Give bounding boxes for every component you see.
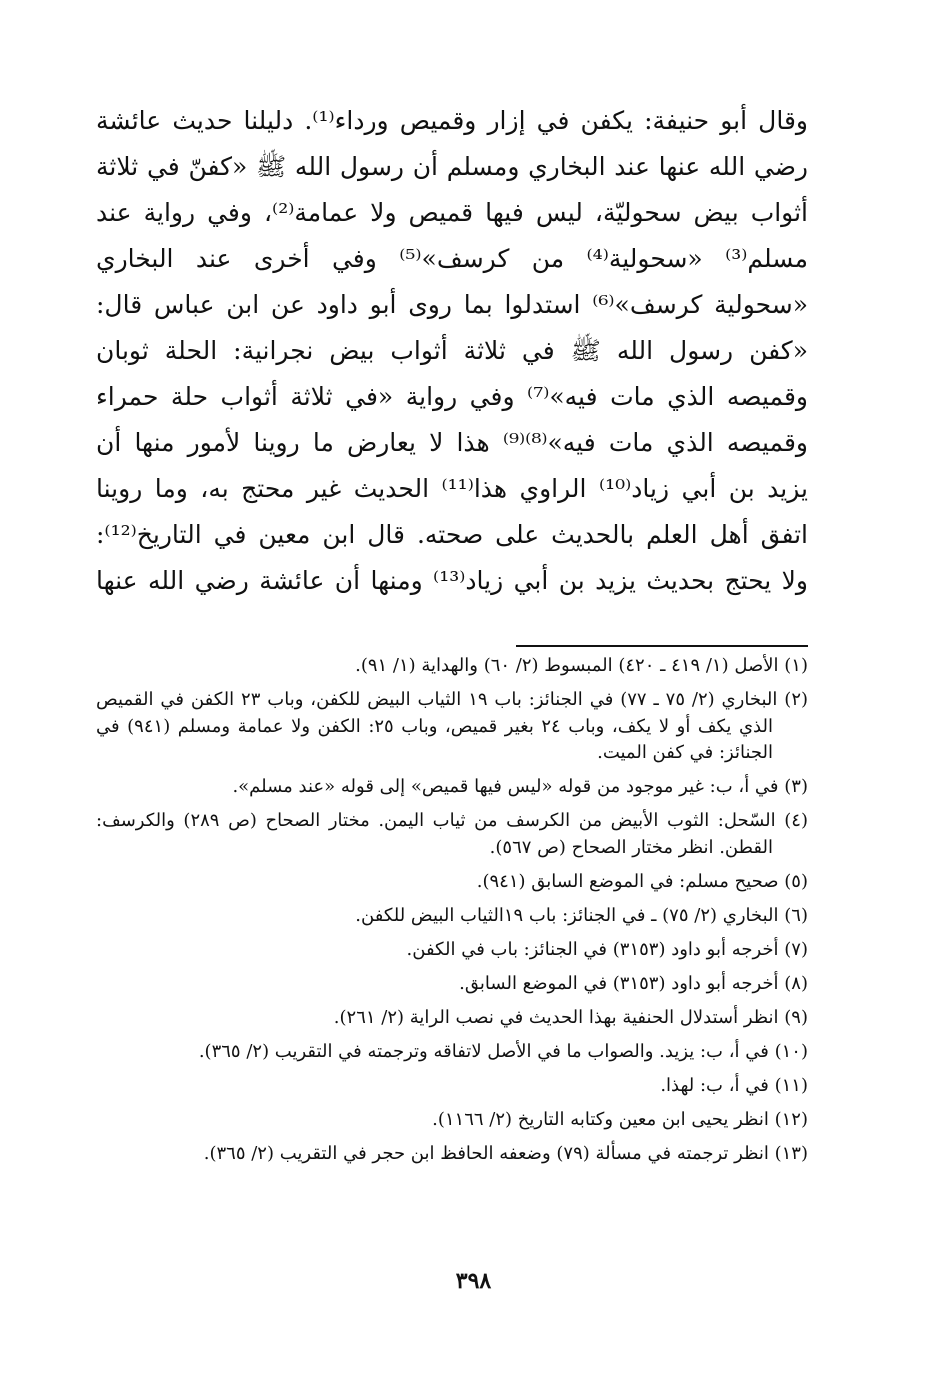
text-line: «سحولية كرسف»⁽⁶⁾ استدلوا بما روى أبو داود عن ابن عباس قال: [96,290,808,319]
footnote-number: (٤) [784,810,808,831]
text-line: وقال أبو حنيفة: يكفن في إزار وقميص ورداء⁽¹⁾. دليلنا حديث عائشة [96,106,808,135]
main-text [96,98,808,604]
footnote-text: البخاري (٢/ ٧٥) ـ في الجنائز: باب ١٩الثياب البيض للكفن. [355,904,779,926]
footnote [96,1141,808,1168]
footnote [96,1107,808,1134]
footnote-text: في أ، ب: يزيد. والصواب ما في الأصل لاتفاقه وترجمته في التقريب (٢/ ٣٦٥). [198,1040,769,1062]
text-line: وقميصه الذي مات فيه»⁽⁷⁾ وفي رواية «في ثلاثة أثواب حلة حمراء [96,382,808,411]
text-line: رضي الله عنها عند البخاري ومسلم أن رسول الله ﷺ «كفنّ في ثلاثة [96,152,808,181]
footnote-number: (٩) [784,1006,808,1028]
footnote [96,1039,808,1066]
footnote-text: البخاري (٢/ ٧٥ ـ ٧٧) في الجنائز: باب ١٩ الثياب البيض للكفن، وباب ٢٣ الكفن في القميص الذي يكف أو لا يكف، وباب ٢٤ بغير قميص، وباب ٢٥: الكفن ولا عمامة ومسلم (٩٤١) في الجنائز: في كفن الميت. [96,689,778,763]
text-line: أثواب بيض سحوليّة، ليس فيها قميص ولا عمامة⁽²⁾، وفي رواية عند [96,198,808,227]
footnote-text: انظر يحيى ابن معين وكتابه التاريخ (٢/ ١١٦٦). [432,1108,769,1130]
text-line: ولا يحتج بحديث يزيد بن أبي زياد⁽¹³⁾ ومنها أن عائشة رضي الله عنها [96,566,808,595]
footnote-text: أخرجه أبو داود (٣١٥٣) في الجنائز: باب في الكفن. [406,938,779,960]
footnote-text: انظر أستدلال الحنفية بهذا الحديث في نصب الراية (٢/ ٢٦١). [333,1006,779,1028]
footnote [96,1073,808,1100]
footnote-text: الأصل (١/ ٤١٩ ـ ٤٢٠) المبسوط (٢/ ٦٠) والهداية (١/ ٩١). [355,655,779,676]
footnote-number: (١٠) [774,1040,808,1062]
footnote-number: (٣) [784,776,808,797]
footnote-number: (١٢) [774,1108,808,1130]
footnote-number: (٧) [784,938,808,960]
footnote-text: أخرجه أبو داود (٣١٥٣) في الموضع السابق. [459,972,779,994]
footnote-number: (١١) [774,1074,808,1096]
footnote [96,808,808,861]
footnote-number: (١٣) [774,1142,808,1164]
footnote-number: (٦) [784,904,808,926]
footnote-text: انظر ترجمته في مسألة (٧٩) وضعفه الحافظ ابن حجر في التقريب (٢/ ٣٦٥). [203,1142,769,1164]
footnote-number: (٨) [784,972,808,994]
text-line: «كفن رسول الله ﷺ في ثلاثة أثواب بيض نجرانية: الحلة ثوبان [96,336,808,365]
footnote-number: (٥) [784,870,808,892]
text-line: مسلم⁽³⁾ «سحولية⁽⁴⁾ من كرسف»⁽⁵⁾ وفي أخرى عند البخاري [96,244,808,273]
footnote [96,687,808,767]
footnote-text: صحيح مسلم: في الموضع السابق (٩٤١). [476,870,779,892]
text-line: يزيد بن أبي زياد⁽¹⁰⁾ الراوي هذا⁽¹¹⁾ الحديث غير محتج به، وما روينا [96,474,808,503]
footnote [96,869,808,896]
footnote-separator [516,645,808,647]
footnote-text: في أ، ب: غير موجود من قوله «ليس فيها قميص» إلى قوله «عند مسلم». [232,776,779,797]
footnote [96,1005,808,1032]
footnote [96,653,808,680]
footnote [96,937,808,964]
footnote-number: (٢) [784,689,809,710]
page-number: ٣٩٨ [455,1268,492,1294]
footnote [96,903,808,930]
footnote-text: السّحل: الثوب الأبيض من الكرسف من ثياب اليمن. مختار الصحاح (ص ٢٨٩) والكرسف: القطن. انظر مختار الصحاح (ص ٥٦٧). [96,810,776,858]
footnote-text: في أ، ب: لهذا. [660,1074,769,1096]
footnotes-list [96,653,808,1175]
footnote [96,774,808,801]
footnote-number: (١) [784,655,808,676]
text-line: اتفق أهل العلم بالحديث على صحته. قال ابن معين في التاريخ⁽¹²⁾: [96,520,808,549]
footnote [96,971,808,998]
text-line: وقميصه الذي مات فيه»⁽⁸⁾⁽⁹⁾ هذا لا يعارض ما روينا لأمور منها أن [96,428,808,457]
